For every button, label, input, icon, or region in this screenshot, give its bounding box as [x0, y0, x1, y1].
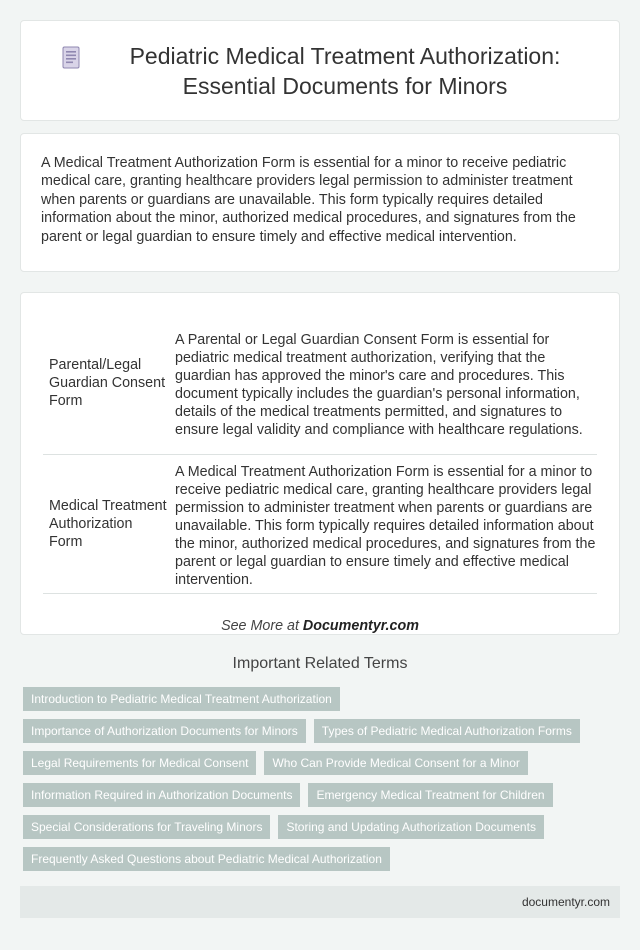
tag-row — [23, 751, 623, 775]
document-description: A Medical Treatment Authorization Form is essential for a minor to receive pediatric medical care, granting healthcare providers legal permission to administer treatment when parents or guardians are unavailable. This form typically requires detailed information about the minor, authorized medical procedures, and signatures from the parent or legal guardian to ensure timely and effective medical intervention. — [175, 463, 596, 588]
related-terms-list — [23, 687, 623, 879]
related-terms-title: Important Related Terms — [232, 655, 408, 672]
related-term-tag[interactable]: Types of Pediatric Medical Authorization Forms — [314, 719, 580, 743]
document-description: A Parental or Legal Guardian Consent Form is essential for pediatric medical treatment authorization, verifying that the guardian has approved the minor's care and procedures. This document typically includes the guardian's personal information, details of the medical treatments permitted, and signatures to ensure legal validity and compliance with healthcare regulations. — [175, 332, 583, 439]
related-term-tag[interactable]: Storing and Updating Authorization Documents — [278, 815, 544, 839]
tag-row — [23, 783, 623, 807]
intro-card — [20, 133, 620, 272]
document-label: Medical Treatment Authorization Form — [49, 497, 167, 550]
see-more-prefix: See More at — [221, 617, 303, 634]
tag-row — [23, 815, 623, 839]
header-card — [20, 20, 620, 121]
related-term-tag[interactable]: Who Can Provide Medical Consent for a Minor — [264, 751, 527, 775]
documents-table — [43, 313, 597, 594]
document-icon — [60, 46, 82, 70]
intro-text: A Medical Treatment Authorization Form is essential for a minor to receive pediatric medical care, granting healthcare providers legal permission to administer treatment when parents or guardians are unavailable. This form typically requires detailed information about the minor, authorized medical procedures, and signatures from the parent or legal guardian to ensure timely and effective medical intervention. — [41, 155, 576, 245]
table-row — [43, 313, 597, 454]
tag-row — [23, 847, 623, 871]
related-term-tag[interactable]: Introduction to Pediatric Medical Treatment Authorization — [23, 687, 340, 711]
table-row — [43, 454, 597, 593]
tag-row — [23, 687, 623, 711]
related-term-tag[interactable]: Legal Requirements for Medical Consent — [23, 751, 256, 775]
see-more-site: Documentyr.com — [302, 617, 419, 634]
see-more-link[interactable] — [43, 618, 597, 634]
related-term-tag[interactable]: Information Required in Authorization Documents — [23, 783, 300, 807]
footer — [20, 886, 620, 918]
tag-row — [23, 719, 623, 743]
related-term-tag[interactable]: Special Considerations for Traveling Minors — [23, 815, 270, 839]
footer-site-link[interactable]: documentyr.com — [521, 895, 610, 909]
related-term-tag[interactable]: Frequently Asked Questions about Pediatric Medical Authorization — [23, 847, 390, 871]
documents-card — [20, 292, 620, 635]
related-term-tag[interactable]: Emergency Medical Treatment for Children — [308, 783, 552, 807]
document-label: Parental/Legal Guardian Consent Form — [49, 357, 166, 410]
page-title: Pediatric Medical Treatment Authorization: Essential Documents for Minors — [129, 42, 561, 99]
related-term-tag[interactable]: Importance of Authorization Documents for Minors — [23, 719, 306, 743]
